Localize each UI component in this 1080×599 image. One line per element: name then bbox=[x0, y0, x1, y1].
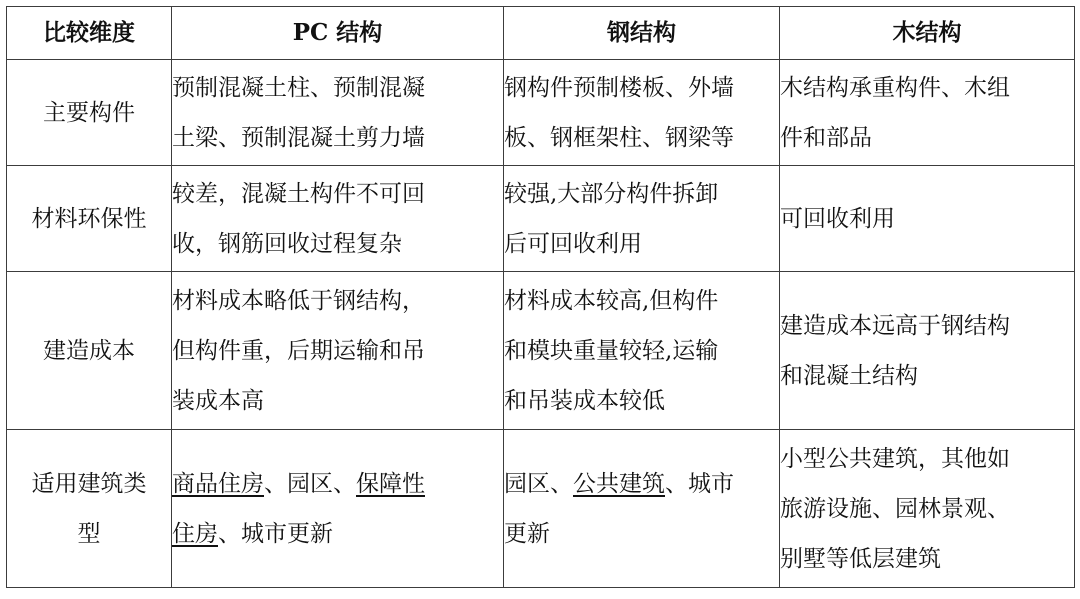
cell-steel bbox=[504, 166, 780, 272]
row-label-building-types bbox=[7, 430, 172, 588]
header-pc-structure: PC 结构 bbox=[172, 7, 504, 60]
link-public-buildings[interactable]: 公共建筑 bbox=[573, 470, 665, 497]
header-dimension: 比较维度 bbox=[7, 7, 172, 60]
link-affordable-housing[interactable]: 保障性 bbox=[356, 470, 425, 497]
cell-line bbox=[172, 459, 503, 509]
cell-line bbox=[504, 509, 779, 559]
header-steel-structure: 钢结构 bbox=[504, 7, 780, 60]
cell-line: 后可回收利用 bbox=[504, 230, 642, 257]
cell-pc bbox=[172, 430, 504, 588]
table-row bbox=[7, 60, 1075, 166]
cell-line: 和模块重量较轻,运输 bbox=[504, 337, 719, 364]
cell-wood bbox=[780, 272, 1075, 430]
cell-wood bbox=[780, 166, 1075, 272]
cell-line: 较强,大部分构件拆卸 bbox=[504, 180, 719, 207]
cell-line: 建造成本远高于钢结构 bbox=[780, 312, 1010, 339]
cell-line: 材料环保性 bbox=[31, 205, 147, 232]
cell-line: 主要构件 bbox=[43, 99, 135, 126]
cell-line: 小型公共建筑，其他如 bbox=[780, 445, 1010, 472]
table-row bbox=[7, 166, 1075, 272]
cell-line: 预制混凝土柱、预制混凝 bbox=[172, 74, 425, 101]
text-segment: 、城市 bbox=[665, 470, 734, 497]
text-segment: 园区、 bbox=[504, 470, 573, 497]
cell-line: 钢构件预制楼板、外墙 bbox=[504, 74, 734, 101]
cell-line bbox=[172, 509, 503, 559]
header-row bbox=[7, 7, 1075, 60]
cell-wood bbox=[780, 60, 1075, 166]
cell-steel bbox=[504, 272, 780, 430]
comparison-table bbox=[6, 6, 1075, 588]
cell-line: 建造成本 bbox=[43, 337, 135, 364]
cell-line: 板、钢框架柱、钢梁等 bbox=[504, 124, 734, 151]
cell-steel bbox=[504, 60, 780, 166]
cell-line: 但构件重，后期运输和吊 bbox=[172, 337, 425, 364]
cell-steel bbox=[504, 430, 780, 588]
header-wood-structure: 木结构 bbox=[780, 7, 1075, 60]
table-row bbox=[7, 272, 1075, 430]
link-commercial-housing[interactable]: 商品住房 bbox=[172, 470, 264, 497]
link-affordable-housing-cont[interactable]: 住房 bbox=[172, 520, 218, 547]
cell-line: 适用建筑类 bbox=[31, 470, 147, 497]
text-segment: 更新 bbox=[504, 520, 550, 547]
text-segment: 、园区、 bbox=[264, 470, 356, 497]
cell-line: 材料成本略低于钢结构， bbox=[172, 287, 425, 314]
cell-line bbox=[504, 459, 779, 509]
cell-line: 和混凝土结构 bbox=[780, 362, 918, 389]
cell-line: 木结构承重构件、木组 bbox=[780, 74, 1010, 101]
cell-pc bbox=[172, 272, 504, 430]
cell-pc bbox=[172, 60, 504, 166]
table-row bbox=[7, 430, 1075, 588]
cell-wood bbox=[780, 430, 1075, 588]
cell-line: 土梁、预制混凝土剪力墙 bbox=[172, 124, 425, 151]
cell-line: 件和部品 bbox=[780, 124, 872, 151]
cell-line: 旅游设施、园林景观、 bbox=[780, 495, 1010, 522]
text-segment: 、城市更新 bbox=[218, 520, 333, 547]
cell-line: 型 bbox=[77, 520, 101, 547]
cell-line: 可回收利用 bbox=[780, 205, 895, 232]
cell-line: 别墅等低层建筑 bbox=[780, 545, 941, 572]
row-label-main-components bbox=[7, 60, 172, 166]
cell-line: 较差，混凝土构件不可回 bbox=[172, 180, 425, 207]
cell-line: 材料成本较高,但构件 bbox=[504, 287, 719, 314]
row-label-construction-cost bbox=[7, 272, 172, 430]
cell-line: 和吊装成本较低 bbox=[504, 387, 665, 414]
cell-line: 收，钢筋回收过程复杂 bbox=[172, 230, 402, 257]
cell-line: 装成本高 bbox=[172, 387, 264, 414]
row-label-eco-friendliness bbox=[7, 166, 172, 272]
cell-pc bbox=[172, 166, 504, 272]
